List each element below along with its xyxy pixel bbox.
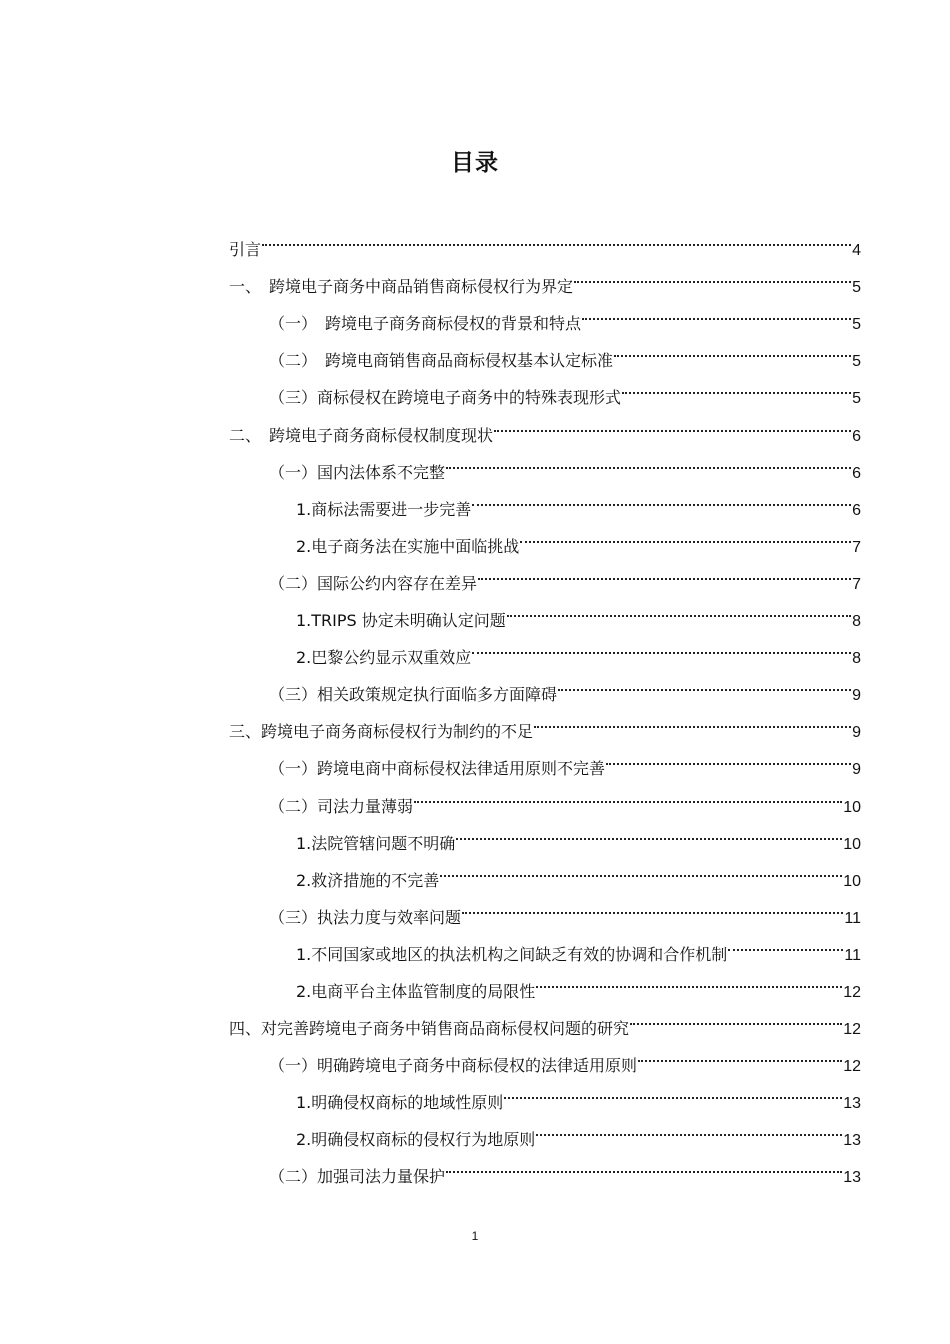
toc-dot-leader (262, 218, 851, 255)
toc-entry-title: 一、 跨境电子商务中商品销售商标侵权行为界定 (229, 277, 574, 297)
toc-entry-page: 10 (843, 798, 861, 816)
toc-dot-leader (614, 329, 851, 366)
toc-dot-leader (534, 700, 851, 737)
toc-dot-leader (462, 886, 843, 923)
toc-entry-page: 6 (852, 427, 861, 445)
toc-entry-page: 12 (843, 1021, 861, 1039)
toc-dot-leader (472, 626, 851, 663)
toc-entry-page: 12 (843, 983, 861, 1001)
toc-dot-leader (582, 292, 851, 329)
toc-entry-title: 四、对完善跨境电子商务中销售商品商标侵权问题的研究 (229, 1019, 630, 1039)
toc-entry-title: （二） 跨境电商销售商品商标侵权基本认定标准 (269, 351, 614, 371)
toc-entry-page: 11 (844, 909, 861, 927)
toc-dot-leader (478, 552, 851, 589)
toc-entry-title: （二）国际公约内容存在差异 (269, 573, 478, 593)
toc-entry-title: 引言 (229, 240, 262, 260)
toc-entry-title: （一）明确跨境电子商务中商标侵权的法律适用原则 (269, 1056, 638, 1076)
toc-dot-leader (507, 589, 851, 626)
toc-entry-page: 5 (852, 279, 861, 297)
toc-entry-title: （一） 跨境电子商务商标侵权的背景和特点 (269, 314, 582, 334)
toc-dot-leader (472, 478, 851, 515)
toc-entry-title: 1.商标法需要进一步完善 (296, 499, 472, 519)
toc-entry-page: 8 (852, 613, 861, 631)
toc-entry-title: 2.巴黎公约显示双重效应 (296, 648, 472, 668)
toc-entry-page: 9 (852, 687, 861, 705)
toc-entry-title: 2.明确侵权商标的侵权行为地原则 (296, 1130, 536, 1150)
toc-dot-leader (536, 960, 842, 997)
toc-entry-page: 5 (852, 390, 861, 408)
toc-entry-title: （三）相关政策规定执行面临多方面障碍 (269, 685, 558, 705)
toc-entry-page: 9 (852, 724, 861, 742)
toc-entry-title: （三）执法力度与效率问题 (269, 907, 462, 927)
toc-entry-page: 9 (852, 761, 861, 779)
toc-entry-title: 1.不同国家或地区的执法机构之间缺乏有效的协调和合作机制 (296, 944, 728, 964)
toc-entry-title: （二）加强司法力量保护 (269, 1167, 446, 1187)
toc-entry-title: （三）商标侵权在跨境电子商务中的特殊表现形式 (269, 388, 622, 408)
toc-entry-page: 5 (852, 316, 861, 334)
toc-dot-leader (440, 849, 842, 886)
toc-entry-title: （一）国内法体系不完整 (269, 462, 446, 482)
toc-entry[interactable] (229, 218, 861, 260)
page-title: 目录 (451, 150, 499, 176)
toc-entry-page: 7 (852, 575, 861, 593)
toc-entry-page: 10 (843, 835, 861, 853)
toc-entry-title: 三、跨境电子商务商标侵权行为制约的不足 (229, 722, 534, 742)
table-of-contents (229, 218, 861, 1187)
toc-entry-page: 6 (852, 501, 861, 519)
toc-entry-title: 2.电商平台主体监管制度的局限性 (296, 981, 536, 1001)
toc-dot-leader (630, 997, 842, 1034)
toc-entry-title: 1.法院管辖问题不明确 (296, 833, 456, 853)
page-number: 1 (471, 1229, 479, 1243)
toc-entry-title: 2.救济措施的不完善 (296, 870, 440, 890)
toc-dot-leader (456, 812, 842, 849)
toc-dot-leader (494, 403, 851, 440)
toc-entry-title: 2.电子商务法在实施中面临挑战 (296, 536, 520, 556)
toc-entry-page: 7 (852, 538, 861, 556)
toc-dot-leader (606, 737, 851, 774)
toc-entry-page: 4 (852, 242, 861, 260)
toc-entry-title: （一）跨境电商中商标侵权法律适用原则不完善 (269, 759, 606, 779)
toc-entry-page: 13 (843, 1095, 861, 1113)
toc-dot-leader (536, 1108, 842, 1145)
toc-dot-leader (574, 255, 851, 292)
toc-dot-leader (520, 515, 851, 552)
toc-dot-leader (446, 1145, 842, 1182)
toc-dot-leader (446, 441, 851, 478)
toc-entry-page: 10 (843, 872, 861, 890)
toc-entry-title: 二、 跨境电子商务商标侵权制度现状 (229, 425, 494, 445)
toc-dot-leader (414, 774, 842, 811)
toc-dot-leader (622, 366, 851, 403)
toc-entry-title: （二）司法力量薄弱 (269, 796, 414, 816)
toc-dot-leader (638, 1034, 842, 1071)
toc-entry-page: 13 (843, 1132, 861, 1150)
toc-entry-page: 6 (852, 464, 861, 482)
toc-entry-title: 1.明确侵权商标的地域性原则 (296, 1093, 504, 1113)
toc-dot-leader (558, 663, 851, 700)
toc-entry-page: 5 (852, 353, 861, 371)
toc-entry-page: 13 (843, 1169, 861, 1187)
toc-entry-page: 12 (843, 1058, 861, 1076)
toc-dot-leader (504, 1071, 842, 1108)
toc-dot-leader (728, 923, 843, 960)
toc-entry-title: 1.TRIPS 协定未明确认定问题 (296, 611, 506, 631)
toc-entry-page: 11 (844, 946, 861, 964)
toc-entry-page: 8 (852, 650, 861, 668)
toc-entry[interactable] (229, 255, 861, 297)
